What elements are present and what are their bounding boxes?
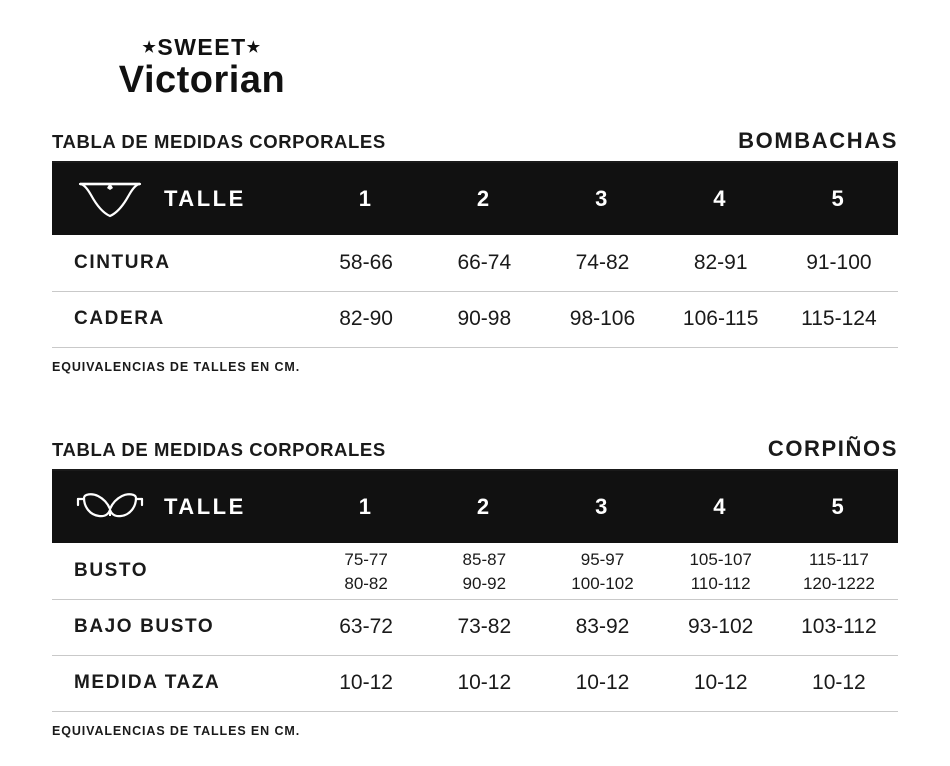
cell-cadera-1: 82-90 bbox=[339, 307, 393, 330]
header-size-1: 1 bbox=[358, 186, 374, 211]
header-size-2: 2 bbox=[476, 186, 492, 211]
cell-cadera-3: 98-106 bbox=[569, 307, 636, 330]
header-talle-label: TALLE bbox=[164, 186, 246, 211]
cell-busto-3 bbox=[543, 543, 661, 599]
table-row bbox=[52, 543, 898, 599]
row-label-bajo-busto: BAJO BUSTO bbox=[74, 616, 215, 637]
table-row bbox=[52, 291, 898, 347]
cell-busto-5 bbox=[780, 543, 898, 599]
cell-medida-taza-3: 10-12 bbox=[575, 671, 630, 694]
table-row bbox=[52, 655, 898, 711]
row-label-cintura: CINTURA bbox=[74, 251, 171, 273]
footnote-corpinos: EQUIVALENCIAS DE TALLES EN CM. bbox=[52, 723, 301, 738]
cell-cadera-5: 115-124 bbox=[801, 307, 877, 330]
section-bombachas bbox=[52, 128, 898, 374]
brand-line-2: Victorian bbox=[118, 59, 286, 101]
section-header-bombachas bbox=[52, 128, 898, 163]
section-title: TABLA DE MEDIDAS CORPORALES bbox=[52, 131, 386, 152]
footnote-bombachas: EQUIVALENCIAS DE TALLES EN CM. bbox=[52, 359, 301, 374]
row-label-busto: BUSTO bbox=[74, 559, 149, 581]
star-right-icon: ★ bbox=[246, 39, 262, 56]
table-row bbox=[52, 599, 898, 655]
size-table-corpinos bbox=[52, 471, 898, 712]
header-size-1: 1 bbox=[358, 494, 374, 519]
section-category: CORPIÑOS bbox=[767, 436, 898, 461]
cell-busto-4 bbox=[662, 543, 780, 599]
cell-medida-taza-4: 10-12 bbox=[693, 671, 748, 694]
section-title: TABLA DE MEDIDAS CORPORALES bbox=[52, 439, 386, 460]
cell-cintura-3: 74-82 bbox=[575, 250, 630, 274]
cell-value: 75-77 80-82 bbox=[344, 549, 388, 593]
header-size-5: 5 bbox=[831, 186, 847, 211]
brand-name-top: SWEET bbox=[157, 34, 247, 60]
header-talle-cell bbox=[52, 471, 307, 543]
cell-cadera-2: 90-98 bbox=[457, 307, 512, 330]
cell-value: 105-107 110-112 bbox=[689, 549, 752, 593]
section-corpinos bbox=[52, 436, 898, 738]
cell-value: 95-97 100-102 bbox=[571, 549, 634, 593]
cell-busto-1 bbox=[307, 543, 425, 599]
cell-medida-taza-5: 10-12 bbox=[812, 671, 866, 694]
star-left-icon: ★ bbox=[142, 39, 158, 56]
brand-logo bbox=[52, 36, 352, 101]
size-table-bombachas bbox=[52, 163, 898, 348]
cell-busto-2 bbox=[425, 543, 543, 599]
cell-cadera-4: 106-115 bbox=[682, 307, 759, 330]
header-size-5: 5 bbox=[831, 494, 847, 519]
section-header-corpinos bbox=[52, 436, 898, 471]
cell-cintura-1: 58-66 bbox=[339, 250, 393, 274]
cell-cintura-2: 66-74 bbox=[457, 250, 512, 274]
cell-bajo-busto-1: 63-72 bbox=[339, 615, 393, 638]
cell-medida-taza-1: 10-12 bbox=[339, 671, 393, 694]
cell-cintura-5: 91-100 bbox=[806, 250, 872, 274]
header-size-4: 4 bbox=[713, 186, 729, 211]
table-row bbox=[52, 235, 898, 291]
cell-value: 115-117 120-1222 bbox=[802, 549, 875, 593]
cell-bajo-busto-2: 73-82 bbox=[457, 615, 512, 638]
bra-icon bbox=[74, 484, 146, 530]
panty-icon bbox=[74, 176, 146, 222]
header-talle-cell bbox=[52, 163, 307, 235]
cell-value: 85-87 90-92 bbox=[462, 549, 507, 593]
cell-bajo-busto-3: 83-92 bbox=[575, 615, 630, 638]
cell-bajo-busto-5: 103-112 bbox=[801, 615, 877, 638]
header-talle-label: TALLE bbox=[164, 494, 246, 519]
cell-bajo-busto-4: 93-102 bbox=[687, 615, 754, 638]
brand-line-1 bbox=[52, 36, 352, 59]
section-category: BOMBACHAS bbox=[738, 128, 898, 153]
row-label-cadera: CADERA bbox=[74, 308, 165, 329]
header-size-4: 4 bbox=[713, 494, 729, 519]
table-header-row bbox=[52, 163, 898, 235]
header-size-3: 3 bbox=[595, 186, 610, 211]
row-label-medida-taza: MEDIDA TAZA bbox=[74, 672, 221, 693]
header-size-2: 2 bbox=[476, 494, 492, 519]
header-size-3: 3 bbox=[595, 494, 610, 519]
cell-medida-taza-2: 10-12 bbox=[457, 671, 512, 694]
cell-cintura-4: 82-91 bbox=[693, 250, 748, 274]
table-header-row bbox=[52, 471, 898, 543]
